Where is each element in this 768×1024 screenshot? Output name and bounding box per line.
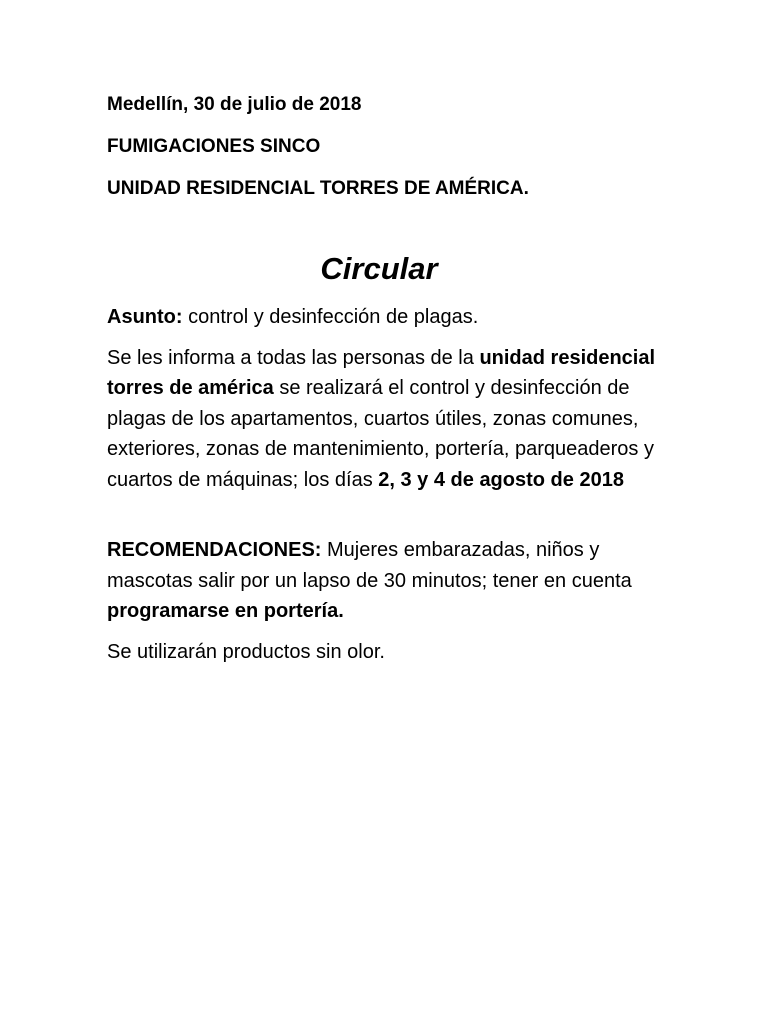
recommendations-text: Mujeres embarazadas, niños y mascotas salir por un lapso de 30 minutos; tener en cuenta <box>107 539 632 592</box>
closing-paragraph: Se utilizarán productos sin olor. <box>107 640 385 663</box>
subject-text: control y desinfección de plagas. <box>182 306 479 328</box>
date-line: Medellín, 30 de julio de 2018 <box>107 94 362 115</box>
recommendations-paragraph <box>107 535 667 627</box>
company-name: FUMIGACIONES SINCO <box>107 136 321 157</box>
circular-content <box>107 92 667 677</box>
recommendations-label: RECOMENDACIONES: <box>107 539 322 561</box>
notice-intro: Se les informa a todas las personas de la <box>107 346 480 369</box>
notice-dates: 2, 3 y 4 de agosto de 2018 <box>378 468 624 491</box>
subject-paragraph <box>107 302 667 333</box>
notice-body: se realizará el control y desinfección de plagas de los apartamentos, cuartos útiles, zonas comunes, exteriores, zonas de mantenimiento, portería, parqueaderos y cuartos de máquinas; los días <box>107 377 654 491</box>
subject-label: Asunto: <box>107 306 183 328</box>
spacer <box>107 505 667 535</box>
notice-highlight: unidad residencial torres de américa <box>107 346 656 399</box>
notice-paragraph <box>107 343 667 496</box>
document-title: Circular <box>320 251 438 286</box>
recipient-line: UNIDAD RESIDENCIAL TORRES DE AMÉRICA. <box>107 178 529 199</box>
recommendations-emphasis: programarse en portería. <box>107 600 344 622</box>
